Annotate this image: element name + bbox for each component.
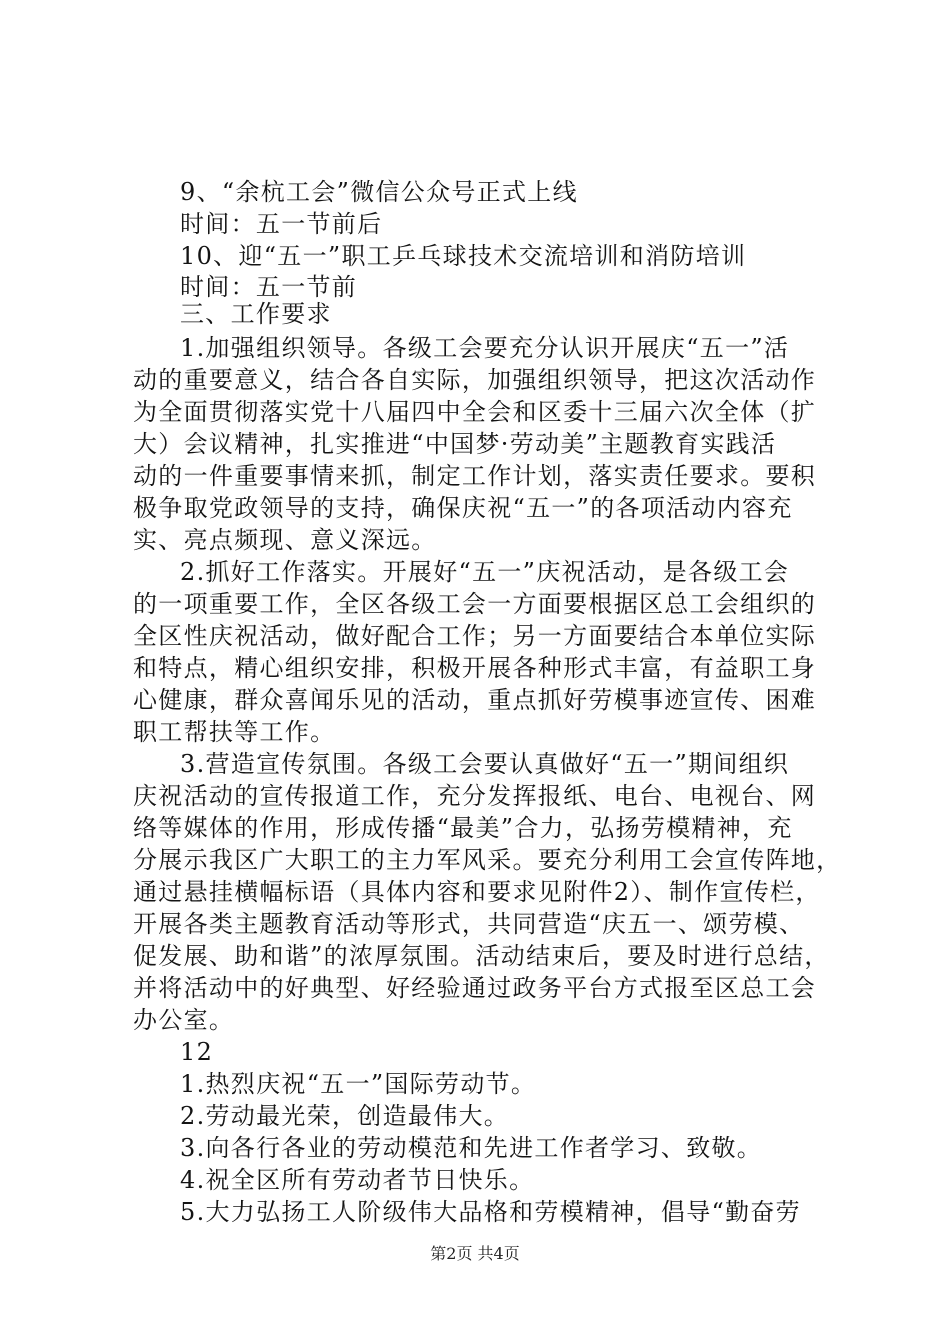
text-line: 动的重要意义，结合各自实际，加强组织领导，把这次活动作 — [133, 366, 817, 394]
text-line: 2.抓好工作落实。开展好“五一”庆祝活动，是各级工会 — [180, 558, 790, 586]
text-line: 开展各类主题教育活动等形式，共同营造“庆五一、颂劳模、 — [133, 910, 805, 938]
text-line: 络等媒体的作用，形成传播“最美”合力，弘扬劳模精神，充 — [133, 814, 793, 842]
text-line: 时间：五一节前后 — [180, 210, 383, 238]
list-item: 4.祝全区所有劳动者节日快乐。 — [180, 1166, 535, 1194]
list-item: 3.向各行各业的劳动模范和先进工作者学习、致敬。 — [180, 1134, 763, 1162]
text-line: 全区性庆祝活动，做好配合工作；另一方面要结合本单位实际 — [133, 622, 817, 650]
text-line: 大）会议精神，扎实推进“中国梦·劳动美”主题教育实践活 — [133, 430, 777, 458]
text-line: 1.加强组织领导。各级工会要充分认识开展庆“五一”活 — [180, 334, 790, 362]
list-item: 1.热烈庆祝“五一”国际劳动节。 — [180, 1070, 537, 1098]
text-line: 和特点，精心组织安排，积极开展各种形式丰富，有益职工身 — [133, 654, 817, 682]
text-line: 并将活动中的好典型、好经验通过政务平台方式报至区总工会 — [133, 974, 817, 1002]
text-line: 庆祝活动的宣传报道工作，充分发挥报纸、电台、电视台、网 — [133, 782, 817, 810]
page-number-footer: 第2页 共4页 — [430, 1244, 520, 1263]
text-line: 9、“余杭工会”微信公众号正式上线 — [180, 178, 578, 206]
list-item: 2.劳动最光荣，创造最伟大。 — [180, 1102, 510, 1130]
text-line: 办公室。 — [133, 1006, 235, 1034]
text-line: 10、迎“五一”职工乒乓球技术交流培训和消防培训 — [180, 242, 747, 270]
text-line: 职工帮扶等工作。 — [133, 718, 336, 746]
text-line: 为全面贯彻落实党十八届四中全会和区委十三届六次全体（扩 — [133, 398, 817, 426]
text-line: 实、亮点频现、意义深远。 — [133, 526, 437, 554]
text-line: 促发展、助和谐”的浓厚氛围。活动结束后，要及时进行总结， — [133, 942, 830, 970]
section-heading: 三、工作要求 — [180, 300, 332, 328]
text-line: 时间：五一节前 — [180, 273, 358, 301]
text-line: 动的一件重要事情来抓，制定工作计划，落实责任要求。要积 — [133, 462, 817, 490]
text-line: 通过悬挂横幅标语（具体内容和要求见附件2）、制作宣传栏， — [133, 878, 821, 906]
text-line: 分展示我区广大职工的主力军风采。要充分利用工会宣传阵地， — [133, 846, 842, 874]
list-item: 5.大力弘扬工人阶级伟大品格和劳模精神，倡导“勤奋劳 — [180, 1198, 801, 1226]
text-line: 3.营造宣传氛围。各级工会要认真做好“五一”期间组织 — [180, 750, 790, 778]
text-line: 极争取党政领导的支持，确保庆祝“五一”的各项活动内容充 — [133, 494, 793, 522]
text-line: 的一项重要工作，全区各级工会一方面要根据区总工会组织的 — [133, 590, 817, 618]
text-line: 12 — [180, 1038, 214, 1066]
text-line: 心健康，群众喜闻乐见的活动，重点抓好劳模事迹宣传、困难 — [133, 686, 817, 714]
